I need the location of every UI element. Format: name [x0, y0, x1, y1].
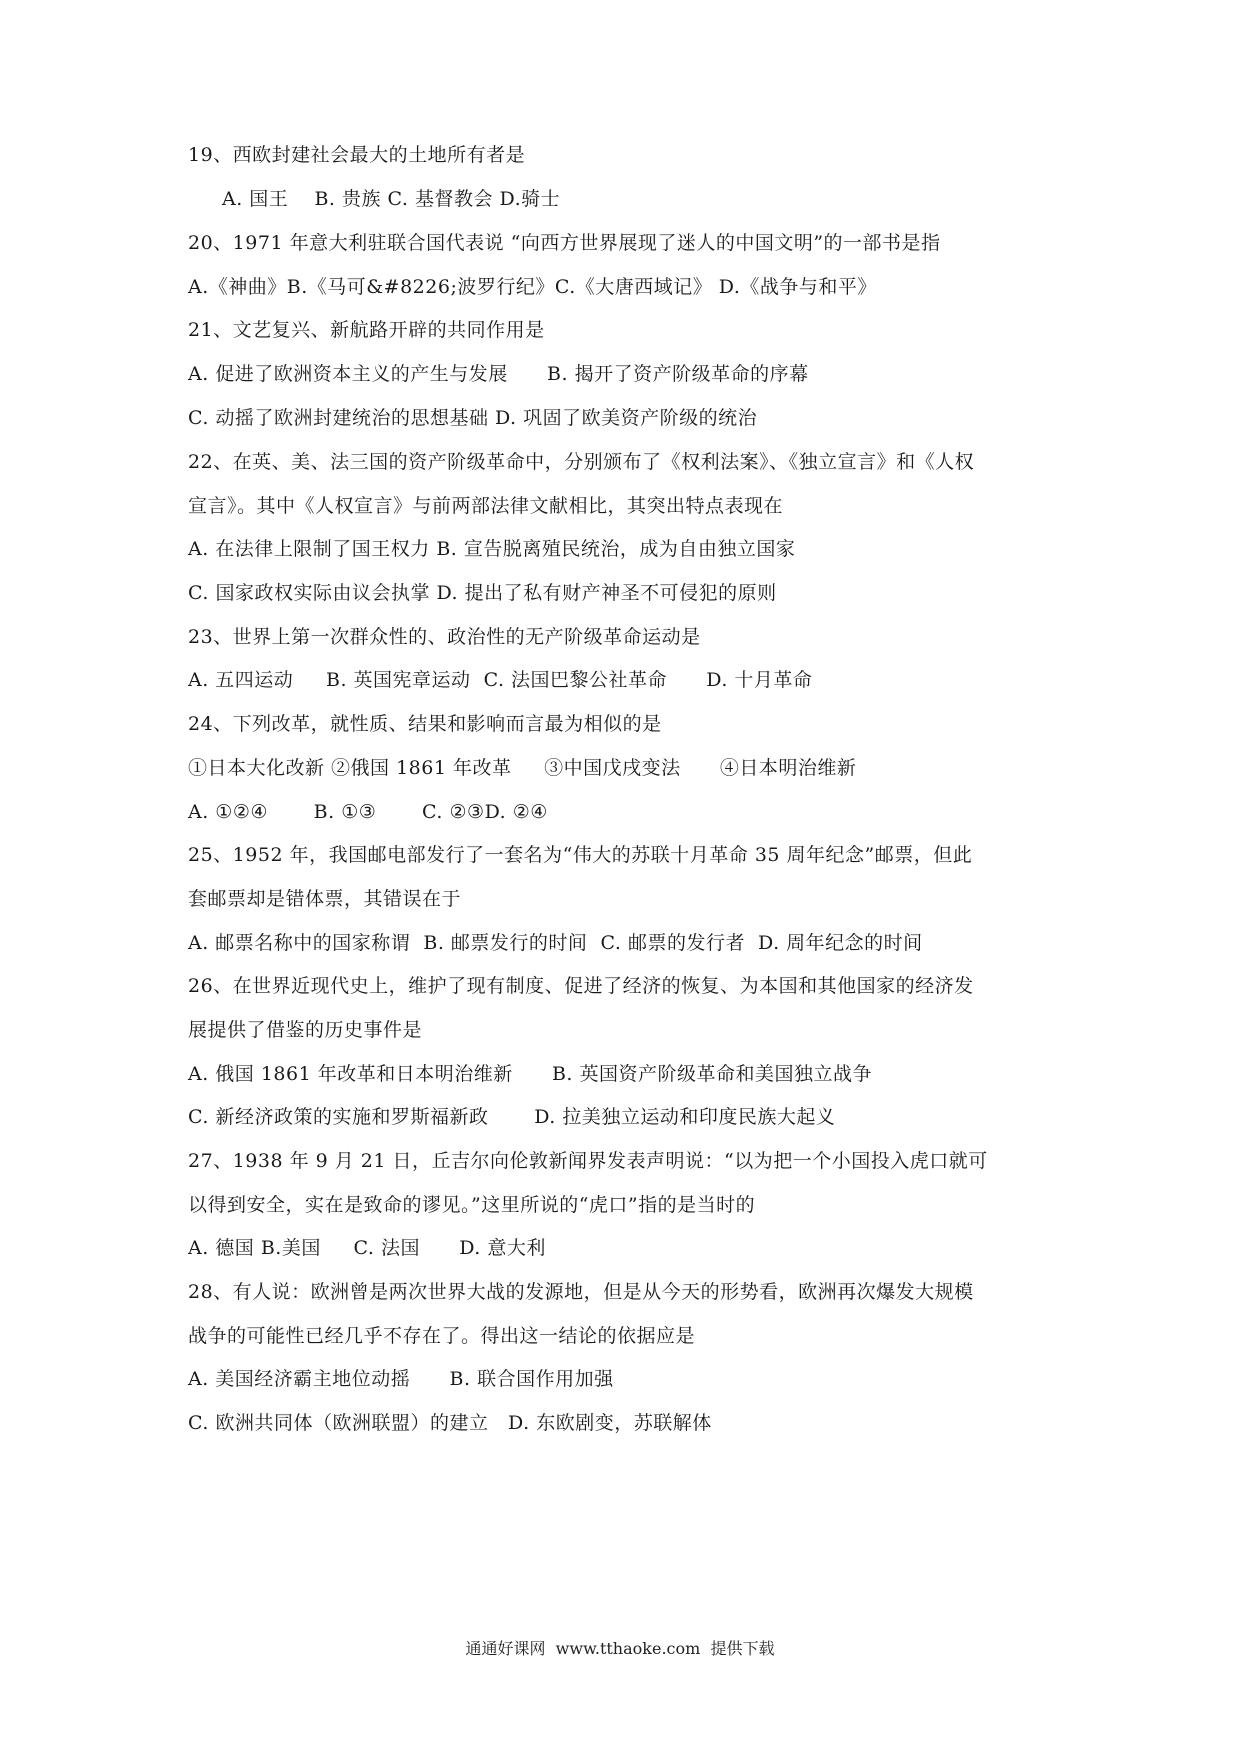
question-24-stem-line-2: ①日本大化改新 ②俄国 1861 年改革 ③中国戊戌变法 ④日本明治维新 — [188, 757, 857, 779]
question-27-stem-line-1: 27、1938 年 9 月 21 日，丘吉尔向伦敦新闻界发表声明说：“以为把一个小国投入虎口就可 — [188, 1150, 988, 1172]
question-19-stem: 19、西欧封建社会最大的土地所有者是 — [188, 144, 526, 166]
question-28-options-row-2: C. 欧洲共同体（欧洲联盟）的建立 D. 东欧剧变，苏联解体 — [188, 1412, 712, 1434]
question-20-stem: 20、1971 年意大利驻联合国代表说 “向西方世界展现了迷人的中国文明”的一部书是指 — [188, 232, 941, 254]
question-24-options: A. ①②④ B. ①③ C. ②③D. ②④ — [188, 801, 548, 823]
question-26-options-row-1: A. 俄国 1861 年改革和日本明治维新 B. 英国资产阶级革命和美国独立战争 — [188, 1063, 873, 1085]
question-24-stem-line-1: 24、下列改革，就性质、结果和影响而言最为相似的是 — [188, 713, 662, 735]
question-22-options-row-1: A. 在法律上限制了国王权力 B. 宣告脱离殖民统治，成为自由独立国家 — [188, 538, 796, 560]
question-28-stem-line-1: 28、有人说：欧洲曾是两次世界大战的发源地，但是从今天的形势看，欧洲再次爆发大规模 — [188, 1281, 974, 1303]
page-footer: 通通好课网 www.tthaoke.com 提供下载 — [465, 1639, 775, 1658]
question-25-stem-line-1: 25、1952 年，我国邮电部发行了一套名为“伟大的苏联十月革命 35 周年纪念”邮票，但此 — [188, 844, 973, 866]
question-25-stem-line-2: 套邮票却是错体票，其错误在于 — [188, 888, 462, 910]
question-28-options-row-1: A. 美国经济霸主地位动摇 B. 联合国作用加强 — [188, 1368, 614, 1390]
question-20-options: A.《神曲》B.《马可&#8226;波罗行纪》C.《大唐西域记》 D.《战争与和平》 — [188, 276, 877, 298]
question-26-stem-line-1: 26、在世界近现代史上，维护了现有制度、促进了经济的恢复、为本国和其他国家的经济发 — [188, 975, 974, 997]
question-22-options-row-2: C. 国家政权实际由议会执掌 D. 提出了私有财产神圣不可侵犯的原则 — [188, 582, 777, 604]
question-21-stem: 21、文艺复兴、新航路开辟的共同作用是 — [188, 319, 545, 341]
question-23-stem: 23、世界上第一次群众性的、政治性的无产阶级革命运动是 — [188, 626, 701, 648]
question-21-options-row-2: C. 动摇了欧洲封建统治的思想基础 D. 巩固了欧美资产阶级的统治 — [188, 407, 758, 429]
question-19-options: A. 国王 B. 贵族 C. 基督教会 D.骑士 — [222, 188, 561, 210]
question-26-options-row-2: C. 新经济政策的实施和罗斯福新政 D. 拉美独立运动和印度民族大起义 — [188, 1106, 836, 1128]
question-23-options: A. 五四运动 B. 英国宪章运动 C. 法国巴黎公社革命 D. 十月革命 — [188, 669, 813, 691]
question-25-options: A. 邮票名称中的国家称谓 B. 邮票发行的时间 C. 邮票的发行者 D. 周年纪念的时间 — [188, 932, 923, 954]
question-22-stem-line-1: 22、在英、美、法三国的资产阶级革命中，分别颁布了《权利法案》、《独立宣言》和《人权 — [188, 451, 975, 473]
question-22-stem-line-2: 宣言》。其中《人权宣言》与前两部法律文献相比，其突出特点表现在 — [188, 495, 784, 517]
question-27-options: A. 德国 B.美国 C. 法国 D. 意大利 — [188, 1237, 546, 1259]
question-27-stem-line-2: 以得到安全，实在是致命的谬见。”这里所说的“虎口”指的是当时的 — [188, 1194, 756, 1216]
question-28-stem-line-2: 战争的可能性已经几乎不存在了。得出这一结论的依据应是 — [188, 1325, 696, 1347]
question-21-options-row-1: A. 促进了欧洲资本主义的产生与发展 B. 揭开了资产阶级革命的序幕 — [188, 363, 809, 385]
question-26-stem-line-2: 展提供了借鉴的历史事件是 — [188, 1019, 423, 1041]
